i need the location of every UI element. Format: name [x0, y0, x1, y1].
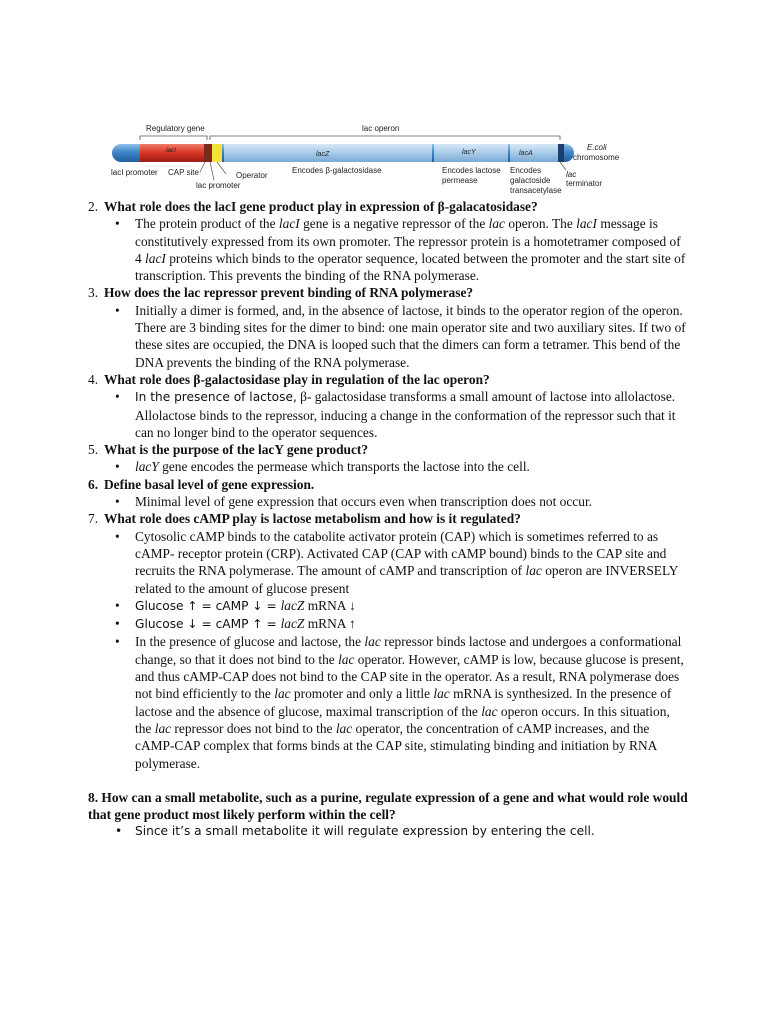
answer-text: operon are INVERSELY related to the amount of glucose present — [135, 563, 678, 596]
answer-text: operon occurs. In this situation, the — [135, 703, 670, 736]
cap-site-leader — [200, 162, 205, 172]
answer-item: • Initially a dimer is formed, and, in the absence of lactose, it binds to the operator region of the operon. There are 3 binding sites for the dimer to bind: one main operator site and two auxiliary sites. If two of these sites are occupied, the DNA is looped such that the dimers can form a tetramer. This bend of the DNA prevents the binding of the RNA polymerase. — [135, 302, 688, 371]
operator-label: Operator — [236, 171, 268, 180]
answer-item: • Since it’s a small metabolite it will regulate expression by entering the cell. — [135, 823, 688, 840]
gene-name: lac — [335, 720, 353, 736]
question-5 — [88, 441, 688, 458]
answer-list-7 — [88, 528, 688, 772]
regulatory-gene-bracket — [140, 136, 207, 140]
answer-item: • Minimal level of gene expression that occurs even when transcription does not occur. — [135, 493, 688, 510]
answer-list-8 — [88, 823, 688, 840]
encodes-bgal-label: Encodes β-galactosidase — [292, 166, 382, 175]
answer-list-3 — [88, 302, 688, 371]
answer-text: promoter and only a little — [290, 686, 434, 702]
answer-item — [135, 215, 688, 284]
document-body — [88, 198, 688, 841]
answer-item — [135, 615, 688, 633]
answer-item — [135, 458, 688, 475]
answer-text: In the presence of lactose, — [135, 390, 297, 405]
gene-name: lac — [338, 651, 355, 667]
laci-label: lacI — [166, 147, 177, 154]
regulatory-gene-label: Regulatory gene — [146, 124, 205, 133]
question-number: 5. — [88, 442, 99, 458]
galactoside-label: galactoside — [510, 176, 551, 185]
ecoli-label: E.coli — [587, 143, 607, 152]
answer-item — [135, 528, 688, 597]
gene-name: lac — [481, 703, 498, 719]
question-4 — [88, 371, 688, 388]
answer-list-4 — [88, 388, 688, 441]
lac-operon-bracket — [210, 136, 560, 140]
encodes-gal-label: Encodes — [510, 166, 542, 175]
lac-terminator-leader — [560, 162, 566, 170]
encodes-lactose-label: Encodes lactose — [442, 166, 501, 175]
question-text: How can a small metabolite, such as a purine, regulate expression of a gene and what would role would that gene product most likely perform within the cell? — [88, 789, 688, 823]
question-number: 3. — [88, 285, 99, 301]
question-3 — [88, 284, 688, 301]
lacz-label: lacZ — [316, 151, 330, 158]
answer-text: operon. The — [504, 216, 577, 232]
answer-list-6 — [88, 493, 688, 510]
gene-name: lac — [488, 216, 505, 232]
lac-terminator-label-1: lac — [566, 170, 577, 179]
question-number: 7. — [88, 511, 99, 527]
answer-text: proteins which binds to the operator sequence, located between the promoter and the start site of transcription. This prevents the binding of the RNA polymerase. — [135, 250, 686, 284]
answer-text: repressor does not bind to the — [171, 720, 336, 736]
terminator-segment — [558, 144, 564, 162]
question-text: What is the purpose of the lacY gene product? — [104, 442, 369, 458]
lac-promoter-leader — [210, 162, 214, 180]
spacer — [88, 772, 688, 789]
lac-promoter-label: lac promoter — [196, 181, 241, 190]
question-7 — [88, 510, 688, 527]
question-number: 2. — [88, 199, 99, 214]
gene-name: lac — [154, 720, 172, 736]
gene-name: lac — [364, 634, 381, 650]
answer-text: repressor binds lactose and undergoes a conformational change, so that it does not bind to the — [135, 634, 682, 667]
answer-text: mRNA is synthesized. In the presence of lactose and the absence of glucose, maximal transcription of the — [135, 686, 672, 719]
gene-name: lacI — [145, 250, 166, 266]
gene-name: lac — [274, 686, 291, 702]
question-8 — [88, 789, 688, 824]
question-text: Define basal level of gene expression. — [104, 476, 315, 492]
lac-operon-diagram — [0, 0, 768, 200]
gene-name: lac — [525, 563, 542, 579]
answer-text: operator, the concentration of cAMP increases, and the cAMP-CAP complex that forms binds at the CAP site, stimulating binding and initiation by RNA polymerase. — [135, 720, 657, 771]
lac-terminator-label-2: terminator — [566, 179, 603, 188]
gene-name: lacI — [576, 216, 597, 232]
gene-name: lac — [433, 686, 450, 702]
permease-label: permease — [442, 176, 478, 185]
answer-text: mRNA ↓ — [304, 597, 356, 613]
answer-text: gene is a negative repressor of the — [299, 216, 489, 232]
answer-text: operator. However, cAMP is low, because glucose is present, and thus cAMP-CAP does not bind to the CAP site in the operator. As a result, RNA polymerase does not bind efficiently to the — [135, 651, 684, 702]
answer-text: mRNA ↑ — [304, 616, 356, 632]
gene-name: lacZ — [280, 616, 305, 632]
transacetylase-label: transacetylase — [510, 186, 562, 195]
gene-name: lacY — [135, 459, 159, 475]
gene-name: lacZ — [280, 597, 305, 613]
question-text: What role does β-galactosidase play in regulation of the lac operon? — [104, 371, 490, 387]
answer-text: Glucose ↓ = cAMP ↑ = — [135, 617, 281, 632]
answer-list-2 — [88, 215, 688, 284]
question-number: 4. — [88, 371, 99, 387]
laca-label: lacA — [519, 150, 533, 157]
cap-site-segment — [204, 144, 212, 162]
cap-site-label: CAP site — [168, 168, 199, 177]
lacy-label: lacY — [462, 149, 476, 156]
laca-gene-segment — [510, 144, 558, 162]
answer-text: gene encodes the permease which transports the lactose into the cell. — [158, 459, 530, 475]
answer-list-5 — [88, 458, 688, 475]
answer-item — [135, 633, 688, 771]
question-2 — [88, 198, 688, 215]
answer-text: Cytosolic cAMP binds to the catabolite activator protein (CAP) which is sometimes referred to as cAMP- receptor protein (CRP). Activated CAP (CAP with cAMP bound) binds to the CAP site and recruits the RNA polymerase. The amount of cAMP and transcription of — [135, 528, 667, 579]
lac-operon-label: lac operon — [362, 124, 400, 133]
answer-text: In the presence of glucose and lactose, the — [135, 634, 365, 650]
laci-promoter-label: lacI promoter — [111, 168, 158, 177]
answer-text: Glucose ↑ = cAMP ↓ = — [135, 598, 281, 613]
question-text: How does the lac repressor prevent binding of RNA polymerase? — [104, 285, 474, 301]
answer-text: β- galactosidase transforms a small amount of lactose into allolactose. Allolactose binds to the repressor, inducing a change in the conformation of the repressor such that it can no longer bind to the operator sequences. — [135, 389, 676, 440]
answer-text: message is constitutively expressed from its own promoter. The repressor protein is a homotetramer composed of 4 — [135, 216, 681, 266]
answer-item — [135, 388, 688, 441]
chromosome-label: chromosome — [573, 153, 620, 162]
question-number: 8. — [88, 789, 99, 805]
answer-item — [135, 597, 688, 615]
operator-segment — [212, 144, 222, 162]
question-text: What role does cAMP play is lactose metabolism and how is it regulated? — [104, 511, 521, 527]
question-text: What role does the lacI gene product play in expression of β-galacatosidase? — [104, 199, 538, 214]
gene-name: lacI — [278, 216, 300, 232]
answer-text: The protein product of the — [135, 216, 279, 232]
question-6 — [88, 476, 688, 493]
operator-leader — [217, 162, 226, 174]
question-number: 6. — [88, 476, 99, 492]
